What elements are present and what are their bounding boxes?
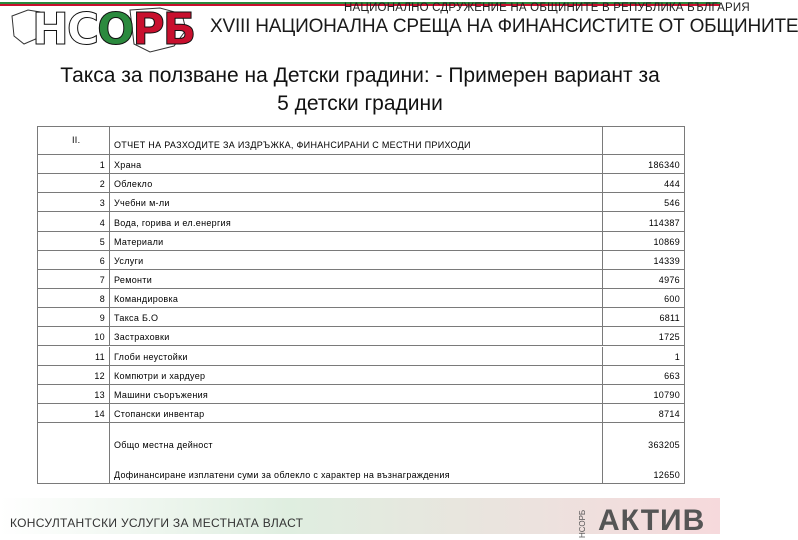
table-row (38, 327, 684, 346)
row-label: Вода, горива и ел.енергия (114, 217, 232, 228)
title-line-1: Такса за ползване на Детски градини: - Примерен вариант за (60, 64, 660, 87)
row-number: 3 (99, 198, 105, 209)
table-row (38, 308, 684, 327)
row-number: 7 (99, 275, 105, 286)
total-row (38, 423, 684, 453)
row-value: 600 (664, 294, 680, 305)
table-row (38, 404, 684, 423)
small-brand: НСОРБ (578, 509, 587, 538)
meeting-title: XVIII НАЦИОНАЛНА СРЕЩА НА ФИНАНСИСТИТЕ ОТ ОБЩИНИТЕ (210, 16, 798, 37)
consulting-text: КОНСУЛТАНТСКИ УСЛУГИ ЗА МЕСТНАТА ВЛАСТ (10, 516, 304, 530)
row-label: Услуги (114, 255, 144, 266)
table-row (38, 289, 684, 308)
row-value: 6811 (659, 313, 680, 324)
summary-value: 12650 (653, 469, 680, 480)
row-label: Стопански инвентар (114, 409, 205, 420)
row-number: 10 (94, 332, 105, 343)
row-value: 444 (664, 179, 680, 190)
table-row (38, 366, 684, 385)
row-value: 186340 (648, 160, 680, 171)
table-row (38, 174, 684, 193)
row-label: Облекло (114, 179, 153, 190)
table-row (38, 155, 684, 174)
row-value: 114387 (648, 217, 680, 228)
row-label: Компютри и хардуер (114, 370, 206, 381)
row-label: Учебни м-ли (114, 198, 170, 209)
section-title: ОТЧЕТ НА РАЗХОДИТЕ ЗА ИЗДРЪЖКА, ФИНАНСИРАНИ С МЕСТНИ ПРИХОДИ (114, 140, 471, 150)
table-row (38, 251, 684, 270)
row-number: 11 (95, 351, 105, 362)
table-header-row (38, 127, 684, 155)
ncorb-logo (10, 4, 195, 56)
page-title (30, 62, 690, 118)
row-number: 4 (99, 217, 105, 228)
row-value: 1725 (658, 332, 680, 343)
expense-table (37, 126, 685, 484)
header (0, 0, 798, 62)
table-row (38, 347, 684, 366)
row-number: 12 (94, 370, 105, 381)
aktiv-logo: АКТИВ (598, 504, 706, 537)
cofinancing-row (38, 453, 684, 483)
table-row (38, 270, 684, 289)
row-label: Машини съоръжения (114, 389, 209, 400)
row-number: 1 (99, 160, 105, 171)
summary-value: 363205 (648, 440, 680, 451)
row-number: 8 (99, 294, 105, 305)
row-value: 14339 (653, 255, 680, 266)
row-label: Застраховки (114, 332, 170, 343)
table-row (38, 385, 684, 404)
row-label: Глоби неустойки (114, 351, 188, 362)
summary-label: Дофинансиране изплатени суми за облекло с характер на възнаграждения (114, 469, 450, 480)
table-row (38, 232, 684, 251)
row-label: Такса Б.О (114, 313, 159, 324)
row-value: 1 (674, 351, 680, 362)
table-row (38, 193, 684, 212)
row-label: Храна (114, 160, 142, 171)
row-number: 6 (99, 255, 105, 266)
row-number: 14 (94, 409, 105, 420)
row-label: Материали (114, 236, 164, 247)
logo-text: НСОРБ (32, 4, 195, 55)
section-number: II. (72, 135, 81, 145)
row-number: 13 (94, 389, 105, 400)
row-value: 10869 (653, 236, 680, 247)
row-value: 8714 (658, 409, 680, 420)
row-label: Командировка (114, 294, 179, 305)
summary-label: Общо местна дейност (114, 440, 213, 451)
table-row (38, 212, 684, 231)
row-number: 5 (99, 236, 105, 247)
row-label: Ремонти (114, 275, 153, 286)
row-number: 9 (99, 313, 105, 324)
footer (0, 492, 720, 540)
row-value: 546 (664, 198, 680, 209)
row-number: 2 (99, 179, 105, 190)
association-name: НАЦИОНАЛНО СДРУЖЕНИЕ НА ОБЩИНИТЕ В РЕПУБЛИКА БЪЛГАРИЯ (344, 2, 750, 14)
row-value: 10790 (653, 389, 680, 400)
title-line-2: 5 детски градини (277, 92, 443, 115)
row-value: 663 (664, 370, 680, 381)
row-value: 4976 (658, 275, 680, 286)
